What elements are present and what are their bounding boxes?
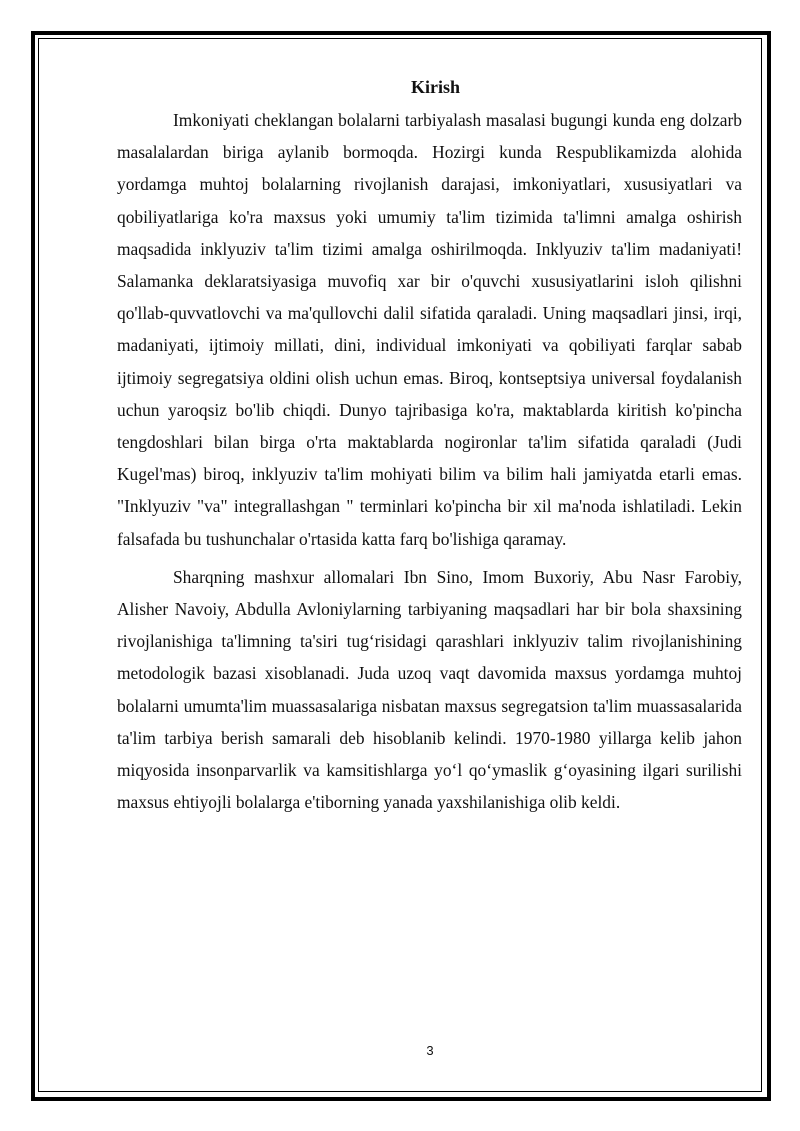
page-content [117, 74, 742, 824]
paragraph-1: Imkoniyati cheklangan bolalarni tarbiyalash masalasi bugungi kunda eng dolzarb masalalardan biriga aylanib bormoqda. Hozirgi kunda Respublikamizda alohida yordamga muhtoj bolalarning rivojlanish darajasi, imkoniyatlari, xususiyatlari va qobiliyatlariga ko'ra maxsus yoki umumiy ta'lim tizimida ta'limni amalga oshirish maqsadida inklyuziv ta'lim tizimi amalga oshirilmoqda. Inklyuziv ta'lim madaniyati! Salamanka deklaratsiyasiga muvofiq xar bir o'quvchi xususiyatlarini isloh qilishni qo'llab-quvvatlovchi va ma'qullovchi dalil sifatida qaraladi. Uning maqsadlari jinsi, irqi, madaniyati, ijtimoiy millati, dini, individual imkoniyati va qobiliyati farqlar sabab ijtimoiy segregatsiya oldini olish uchun emas. Biroq, kontseptsiya universal foydalanish uchun yaroqsiz bo'lib chiqdi. Dunyo tajribasiga ko'ra, maktablarda kiritish ko'pincha tengdoshlari bilan birga o'rta maktablarda nogironlar ta'lim sifatida qaraladi (Judi Kugel'mas) biroq, inklyuziv ta'lim mohiyati bilim va bilim hali jamiyatda etarli emas. "Inklyuziv "va" integrallashgan " terminlari ko'pincha bir xil ma'noda ishlatiladi. Lekin falsafada bu tushunchalar o'rtasida katta farq bo'lishiga qaramay. [117, 110, 742, 549]
page-number: 3 [426, 1043, 434, 1058]
page-heading: Kirish [410, 77, 460, 97]
paragraph-2: Sharqning mashxur allomalari Ibn Sino, Imom Buxoriy, Abu Nasr Farobiy, Alisher Navoiy, Abdulla Avloniylarning tarbiyaning maqsadlari har bir bola shaxsining rivojlanishiga ta'limning ta'siri tug‘risidagi qarashlari inklyuziv talim rivojlanishining metodologik bazasi xisoblanadi. Juda uzoq vaqt davomida maxsus yordamga muhtoj bolalarni umumta'lim muassasalariga nisbatan maxsus segregatsion ta'lim muassasalarida ta'lim tarbiya berish samarali deb hisoblanib kelindi. 1970-1980 yillarga kelib jahon miqyosida insonparvarlik va kamsitishlarga yo‘l qo‘ymaslik g‘oyasining ilgari surilishi maxsus ehtiyojli bolalarga e'tiborning yanada yaxshilanishiga olib keldi. [117, 566, 742, 813]
